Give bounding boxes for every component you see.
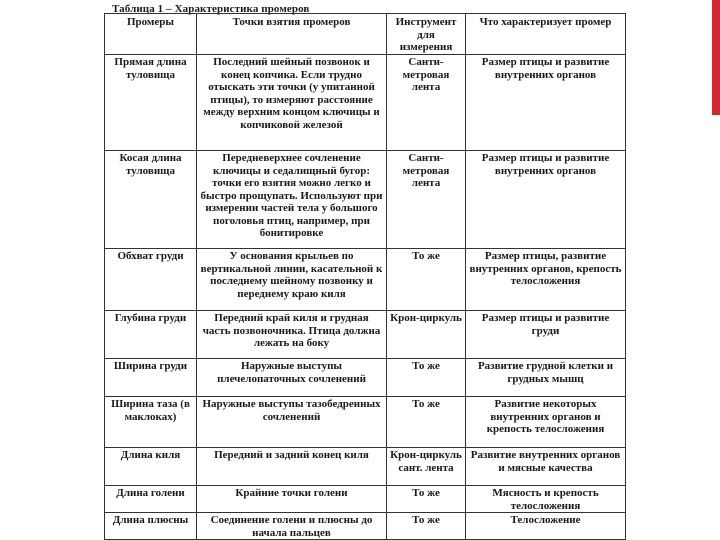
- cell-points: У основания крыльев по вертикальной линии, касательной к последнему шейному позвонку и переднему краю киля: [197, 249, 387, 311]
- table-row: [105, 448, 626, 486]
- cell-tool: Крон-циркуль: [387, 311, 466, 359]
- table-row: [105, 311, 626, 359]
- cell-characterizes: Телосложение: [466, 513, 626, 540]
- table-row: [105, 151, 626, 249]
- cell-points: Передний край киля и грудная часть позвоночника. Птица должна лежать на боку: [197, 311, 387, 359]
- cell-tool: То же: [387, 486, 466, 513]
- cell-characterizes: Размер птицы, развитие внутренних органов, крепость телосложения: [466, 249, 626, 311]
- measurements-table: [104, 13, 626, 540]
- cell-points: Наружные выступы тазобедренных сочленений: [197, 397, 387, 448]
- cell-measure: Глубина груди: [105, 311, 197, 359]
- table-row: [105, 359, 626, 397]
- cell-points: Передневерхнее сочленение ключицы и седалищный бугор: точки его взятия можно легко и быстро прощупать. Используют при измерении частей тела у большого поголовья птиц, например, при бонитировке: [197, 151, 387, 249]
- table-row: [105, 397, 626, 448]
- cell-points: Наружные выступы плечелопаточных сочленений: [197, 359, 387, 397]
- table-row: [105, 55, 626, 151]
- table-caption: Таблица 1 – Характеристика промеров: [112, 3, 310, 15]
- cell-measure: Ширина груди: [105, 359, 197, 397]
- cell-characterizes: Размер птицы и развитие внутренних органов: [466, 55, 626, 151]
- header-points: Точки взятия промеров: [197, 14, 387, 55]
- table-row: [105, 249, 626, 311]
- cell-points: Крайние точки голени: [197, 486, 387, 513]
- cell-measure: Прямая длина туловища: [105, 55, 197, 151]
- cell-measure: Длина голени: [105, 486, 197, 513]
- cell-tool: Санти-метровая лента: [387, 151, 466, 249]
- cell-characterizes: Размер птицы и развитие внутренних органов: [466, 151, 626, 249]
- header-measure: Промеры: [105, 14, 197, 55]
- cell-tool: То же: [387, 397, 466, 448]
- cell-tool: Санти-метровая лента: [387, 55, 466, 151]
- header-characterizes: Что характеризует промер: [466, 14, 626, 55]
- cell-characterizes: Мясность и крепость телосложения: [466, 486, 626, 513]
- cell-characterizes: Развитие грудной клетки и грудных мышц: [466, 359, 626, 397]
- cell-characterizes: Размер птицы и развитие груди: [466, 311, 626, 359]
- cell-tool: То же: [387, 249, 466, 311]
- cell-tool: Крон-циркуль сант. лента: [387, 448, 466, 486]
- cell-points: Передний и задний конец киля: [197, 448, 387, 486]
- table-row: [105, 486, 626, 513]
- cell-characterizes: Развитие некоторых внутренних органов и крепость телосложения: [466, 397, 626, 448]
- cell-measure: Обхват груди: [105, 249, 197, 311]
- header-row: [105, 14, 626, 55]
- cell-tool: То же: [387, 359, 466, 397]
- cell-points: Соединение голени и плюсны до начала пальцев: [197, 513, 387, 540]
- cell-measure: Длина киля: [105, 448, 197, 486]
- accent-bar: [712, 0, 720, 115]
- cell-measure: Косая длина туловища: [105, 151, 197, 249]
- table-row: [105, 513, 626, 540]
- cell-measure: Ширина таза (в маклоках): [105, 397, 197, 448]
- cell-points: Последний шейный позвонок и конец копчика. Если трудно отыскать эти точки (у упитанной птицы), то измеряют расстояние между верхним концом ключицы и копчиковой железой: [197, 55, 387, 151]
- cell-characterizes: Развитие внутренних органов и мясные качества: [466, 448, 626, 486]
- cell-measure: Длина плюсны: [105, 513, 197, 540]
- header-tool: Инструмент для измерения: [387, 14, 466, 55]
- cell-tool: То же: [387, 513, 466, 540]
